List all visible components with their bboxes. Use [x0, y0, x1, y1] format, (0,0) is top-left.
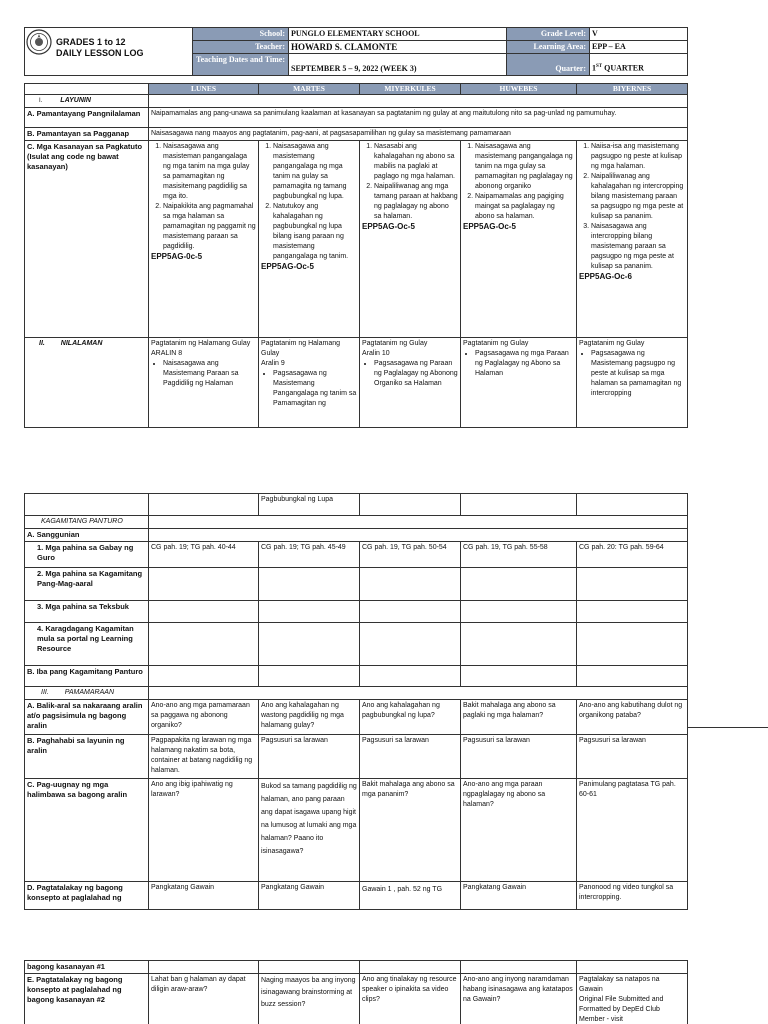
pamantayang-pangnilalaman-label: A. Pamantayang Pangnilalaman — [25, 108, 149, 128]
paghahabi-label: B. Paghahabi sa layunin ng aralin — [25, 735, 149, 779]
section-3-number: III. — [41, 689, 49, 696]
section-3-title: PAMAMARAAN — [64, 689, 115, 696]
pagtatalakay-1-miyerkules: Gawain 1 , pah. 52 ng TG — [360, 882, 461, 910]
pagtatalakay-1-lunes: Pangkatang Gawain — [149, 882, 259, 910]
list-item: 1. Naiisa-isa ang masistemang pagsugpo ng peste at kulisap ng mga halaman. — [591, 142, 685, 172]
quarter-number: 1 — [592, 64, 596, 73]
school-label: School: — [193, 28, 289, 41]
kagamitang-panturo-label — [25, 516, 149, 529]
pagtatalakay-1-huwebes: Pangkatang Gawain — [461, 882, 577, 910]
gabay-guro-martes: CG pah. 19; TG pah. 45-49 — [259, 542, 360, 568]
pamantayan-sa-pagganap-text: Naisasagawa nang maayos ang pagtatanim, pag-aani, at pagsasapamilihan ng gulay sa masistemang pamamaraan — [149, 128, 688, 141]
empty-cell — [461, 961, 577, 974]
kasanayan-lunes-list — [151, 142, 256, 252]
sanggunian-blank — [149, 529, 688, 542]
pagtatalakay-1-martes: Pangkatang Gawain — [259, 882, 360, 910]
area-label: Learning Area: — [507, 41, 590, 54]
empty-cell — [149, 568, 259, 601]
gabay-guro-biyernes: CG pah. 20: TG pah. 59-64 — [577, 542, 688, 568]
cont-martes: Pagbubungkal ng Lupa — [259, 494, 360, 516]
section-2-title: NILALAMAN — [60, 340, 103, 347]
kagamitan-blank — [149, 516, 688, 529]
pamamaraan-blank — [149, 687, 688, 700]
nilalaman-title: Pagtatanim ng Gulay — [362, 340, 428, 347]
nilalaman-huwebes — [461, 338, 577, 428]
pagtatalakay-1-biyernes: Panonood ng video tungkol sa intercropping. — [577, 882, 688, 910]
dates-label: Teaching Dates and Time: — [193, 54, 289, 76]
pagtatalakay-2-huwebes: Ano-ano ang inyong naramdaman habang isinasagawa ang katatapos na Gawain? — [461, 974, 577, 1024]
list-item: 2. Naipamamalas ang pagiging maingat sa paglalagay ng abono sa halaman. — [475, 192, 574, 222]
paghahabi-martes: Pagsusuri sa larawan — [259, 735, 360, 779]
empty-cell — [259, 666, 360, 687]
empty-cell — [461, 666, 577, 687]
list-item: • Naisasagawa ang Masistemang Paraan sa Pagdidilig ng Halaman — [163, 359, 256, 389]
nilalaman-list — [151, 359, 256, 389]
school-value: PUNGLO ELEMENTARY SCHOOL — [289, 28, 507, 41]
grade-label: Grade Level: — [507, 28, 590, 41]
paghahabi-huwebes: Pagsusuri sa larawan — [461, 735, 577, 779]
paghahabi-miyerkules: Pagsusuri sa larawan — [360, 735, 461, 779]
cont-blank — [25, 494, 149, 516]
empty-cell — [149, 601, 259, 623]
kasanayan-martes-list — [261, 142, 357, 262]
pag-uugnay-huwebes: Ano-ano ang mga paraan ngpaglalagay ng abono sa halaman? — [461, 779, 577, 882]
empty-cell — [577, 666, 688, 687]
empty-cell — [259, 961, 360, 974]
pamantayan-sa-pagganap-label: B. Pamantayan sa Pagganap — [25, 128, 149, 141]
teacher-label: Teacher: — [193, 41, 289, 54]
empty-cell — [149, 666, 259, 687]
lesson-log-table-3 — [24, 960, 688, 1024]
grade-value: V — [590, 28, 688, 41]
kasanayan-label: C. Mga Kasanayan sa Pagkatuto (Isulat ang code ng bawat kasanayan) — [25, 141, 149, 338]
title-line-1: GRADES 1 to 12 — [56, 37, 126, 47]
empty-cell — [360, 623, 461, 666]
nilalaman-list — [463, 349, 574, 379]
list-item: 1. Naisasagawa ang masistemang pangangalaga ng mga tanim na gulay sa pamamagita ng tamang pagbubungkal ng lupa. — [273, 142, 357, 202]
teacher-value: HOWARD S. CLAMONTE — [289, 41, 507, 54]
kasanayan-miyerkules-list — [362, 142, 458, 222]
competency-code: EPP5AG-Oc-5 — [261, 262, 314, 271]
cont-blank — [577, 494, 688, 516]
stray-line — [687, 727, 768, 728]
kasanayan-lunes — [149, 141, 259, 338]
nilalaman-aralin: Aralin 10 — [362, 350, 390, 357]
empty-cell — [259, 601, 360, 623]
lesson-log-table-2 — [24, 493, 688, 910]
gabay-guro-huwebes: CG pah. 19, TG pah. 55-58 — [461, 542, 577, 568]
pamantayang-pangnilalaman-text: Naipamamalas ang pang-unawa sa panimulang kaalaman at kasanayan sa pagtatanim ng gulay at ang maitutulong nito sa pag-unlad ng pamumuhay. — [149, 108, 688, 128]
layunin-blank — [149, 95, 688, 108]
nilalaman-list — [261, 369, 357, 409]
lesson-log-table-1 — [24, 83, 688, 428]
pag-uugnay-martes: Bukod sa tamang pagdidilig ng halaman, ano pang paraan ang dapat isagawa upang higit na lumusog at lumaki ang mga halaman? Paano ito isinasagawa? — [259, 779, 360, 882]
pagtatalakay-1-label: D. Pagtatalakay ng bagong konsepto at paglalahad ng — [25, 882, 149, 910]
section-2-number: II. — [39, 340, 45, 347]
list-item: 2. Naipaliliwanag ang mga tamang paraan at hakbang ng paglalagay ng abono sa halaman. — [374, 182, 458, 222]
iba-pang-kagamitan-label: B. Iba pang Kagamitang Panturo — [25, 666, 149, 687]
nilalaman-title: Pagtatanim ng Gulay — [463, 340, 529, 347]
balik-aral-label: A. Balik-aral sa nakaraang aralin at/o pagsisimula ng bagong aralin — [25, 700, 149, 735]
section-nilalaman — [25, 338, 149, 428]
pagtatalakay-2-miyerkules: Ano ang tinalakay ng resource speaker o ipinakita sa video clips? — [360, 974, 461, 1024]
empty-cell — [259, 568, 360, 601]
title-cell — [25, 28, 193, 76]
bagong-kasanayan-1-label: bagong kasanayan #1 — [25, 961, 149, 974]
page-1 — [0, 0, 768, 440]
nilalaman-martes — [259, 338, 360, 428]
cont-blank — [149, 494, 259, 516]
empty-cell — [360, 601, 461, 623]
day-header-huwebes: HUWEBES — [461, 84, 577, 95]
pagtatalakay-2-biyernes: Pagtalakay sa natapos na Gawain Original File Submitted and Formatted by DepEd Club Member - visit — [577, 974, 688, 1024]
list-item: • Pagsasagawa ng Masistemang pagsugpo ng peste at kulisap sa mga halaman sa pamamagitan ng intercropping — [591, 349, 685, 399]
quarter-word: QUARTER — [602, 64, 644, 73]
section-layunin — [25, 95, 149, 108]
balik-aral-martes: Ano ang kahalagahan ng wastong pagdidilig ng mga halamang gulay? — [259, 700, 360, 735]
empty-cell — [149, 961, 259, 974]
balik-aral-huwebes: Bakit mahalaga ang abono sa paglaki ng mga halaman? — [461, 700, 577, 735]
paghahabi-biyernes: Pagsusuri sa larawan — [577, 735, 688, 779]
list-item: 2. Naipakikita ang pagmamahal sa mga halaman sa pamamagitan ng paggamit ng masistemang paraan sa pagdidilig. — [163, 202, 256, 252]
balik-aral-miyerkules: Ano ang kahalagahan ng pagbubungkal ng lupa? — [360, 700, 461, 735]
list-item: 1. Naisasagawa ang masisteman pangangalaga ng mga tanim na mga gulay sa pamamagitan ng masisitemang pagdidilig sa mga ito. — [163, 142, 256, 202]
paghahabi-lunes: Pagpapakita ng larawan ng mga halamang nakatim sa bota, container at batang nagdidilig ng halaman. — [149, 735, 259, 779]
kasanayan-huwebes — [461, 141, 577, 338]
dates-value: SEPTEMBER 5 – 9, 2022 (WEEK 3) — [289, 54, 507, 76]
day-header-martes: MARTES — [259, 84, 360, 95]
kasanayan-huwebes-list — [463, 142, 574, 222]
header-info-table — [24, 27, 688, 76]
gabay-guro-lunes: CG pah. 19; TG pah. 40-44 — [149, 542, 259, 568]
sanggunian-label: A. Sanggunian — [25, 529, 149, 542]
empty-cell — [577, 601, 688, 623]
empty-cell — [461, 623, 577, 666]
nilalaman-title: Pagtatanim ng Halamang Gulay — [261, 340, 340, 357]
kasanayan-miyerkules — [360, 141, 461, 338]
empty-cell — [577, 568, 688, 601]
pagtatalakay-2-label: E. Pagtatalakay ng bagong konsepto at paglalahad ng bagong kasanayan #2 — [25, 974, 149, 1024]
empty-cell — [360, 666, 461, 687]
quarter-label: Quarter: — [507, 54, 590, 76]
list-item: 3. Naisasagawa ang intercropping bilang masistemang paraan sa pagsugpo ng mga peste at kulisap sa pananim. — [591, 222, 685, 272]
empty-cell — [360, 568, 461, 601]
gabay-guro-miyerkules: CG pah. 19, TG pah. 50-54 — [360, 542, 461, 568]
page-2 — [0, 440, 768, 940]
kasanayan-biyernes — [577, 141, 688, 338]
section-1-number: I. — [39, 98, 43, 104]
pag-uugnay-lunes: Ano ang ibig ipahiwatig ng larawan? — [149, 779, 259, 882]
day-header-lunes: LUNES — [149, 84, 259, 95]
gabay-guro-label: 1. Mga pahina sa Gabay ng Guro — [25, 542, 149, 568]
empty-cell — [149, 623, 259, 666]
empty-cell — [461, 568, 577, 601]
kasanayan-martes — [259, 141, 360, 338]
page-3 — [0, 940, 768, 1024]
nilalaman-aralin: ARALIN 8 — [151, 350, 183, 357]
kagamitang-panturo-text: KAGAMITANG PANTURO — [41, 518, 123, 525]
karagdagang-kagamitan-label: 4. Karagdagang Kagamitan mula sa portal ng Learning Resource — [25, 623, 149, 666]
empty-cell — [360, 961, 461, 974]
area-value: EPP – EA — [590, 41, 688, 54]
nilalaman-miyerkules — [360, 338, 461, 428]
list-item: • Pagsasagawa ng mga Paraan ng Paglalagay ng Abono sa Halaman — [475, 349, 574, 379]
list-item: 1. Nasasabi ang kahalagahan ng abono sa mabilis na paglaki at paglago ng mga halaman. — [374, 142, 458, 182]
title-line-2: DAILY LESSON LOG — [56, 48, 144, 58]
list-item: 2. Naipaliliwanag ang kahalagahan ng intercropping bilang masistemang paraan sa pagsugpo ng mga peste at kulisap sa pananim. — [591, 172, 685, 222]
pagtatalakay-2-martes: Naging maayos ba ang inyong isinagawang brainstorming at buzz session? — [259, 974, 360, 1024]
pag-uugnay-label: C. Pag-uugnay ng mga halimbawa sa bagong aralin — [25, 779, 149, 882]
competency-code: EPP5AG-Oc-5 — [463, 222, 516, 231]
section-pamamaraan — [25, 687, 149, 700]
nilalaman-title: Pagtatanim ng Halamang Gulay — [151, 340, 251, 347]
competency-code: EPP5AG-Oc-5 — [362, 222, 415, 231]
nilalaman-title: Pagtatanim ng Gulay — [579, 340, 645, 347]
competency-code: EPP5AG-0c-5 — [151, 252, 203, 261]
day-header-biyernes: BIYERNES — [577, 84, 688, 95]
pag-uugnay-miyerkules: Bakit mahalaga ang abono sa mga pananim? — [360, 779, 461, 882]
cont-blank — [461, 494, 577, 516]
empty-cell — [577, 961, 688, 974]
nilalaman-biyernes — [577, 338, 688, 428]
pag-uugnay-biyernes: Panimulang pagtatasa TG pah. 60-61 — [577, 779, 688, 882]
kagamitang-mag-aaral-label: 2. Mga pahina sa Kagamitang Pang-Mag-aaral — [25, 568, 149, 601]
pagtatalakay-2-lunes: Lahat ban g halaman ay dapat diligin araw-araw? — [149, 974, 259, 1024]
corner-cell — [25, 84, 149, 95]
competency-code: EPP5AG-Oc-6 — [579, 272, 632, 281]
nilalaman-list — [579, 349, 685, 399]
list-item: 2. Natutukoy ang kahalagahan ng pagbubungkal ng lupa bilang isang paraan ng masistemang pangangalaga ng tanim. — [273, 202, 357, 262]
list-item: 1. Naisasagawa ang masistemang pangangalaga ng tanim na mga gulay sa pamamagitan ng paglalagay ng abonong organiko — [475, 142, 574, 192]
balik-aral-lunes: Ano-ano ang mga pamamaraan sa paggawa ng abonong organiko? — [149, 700, 259, 735]
nilalaman-aralin: Aralin 9 — [261, 360, 285, 367]
balik-aral-biyernes: Ano-ano ang kabutihang dulot ng organikong pataba? — [577, 700, 688, 735]
section-1-title: LAYUNIN — [60, 97, 91, 104]
cont-blank — [360, 494, 461, 516]
list-item: • Pagsasagawa ng Paraan ng Paglalagay ng Abonong Organiko sa Halaman — [374, 359, 458, 389]
nilalaman-list — [362, 359, 458, 389]
day-header-miyerkules: MIYERKULES — [360, 84, 461, 95]
quarter-ordinal: ST — [596, 64, 603, 70]
teksbuk-label: 3. Mga pahina sa Teksbuk — [25, 601, 149, 623]
kasanayan-biyernes-list — [579, 142, 685, 272]
quarter-value — [590, 54, 688, 76]
list-item: • Pagsasagawa ng Masistemang Pangangalaga ng tanim sa Pamamagitan ng — [273, 369, 357, 409]
empty-cell — [461, 601, 577, 623]
empty-cell — [259, 623, 360, 666]
nilalaman-lunes — [149, 338, 259, 428]
empty-cell — [577, 623, 688, 666]
